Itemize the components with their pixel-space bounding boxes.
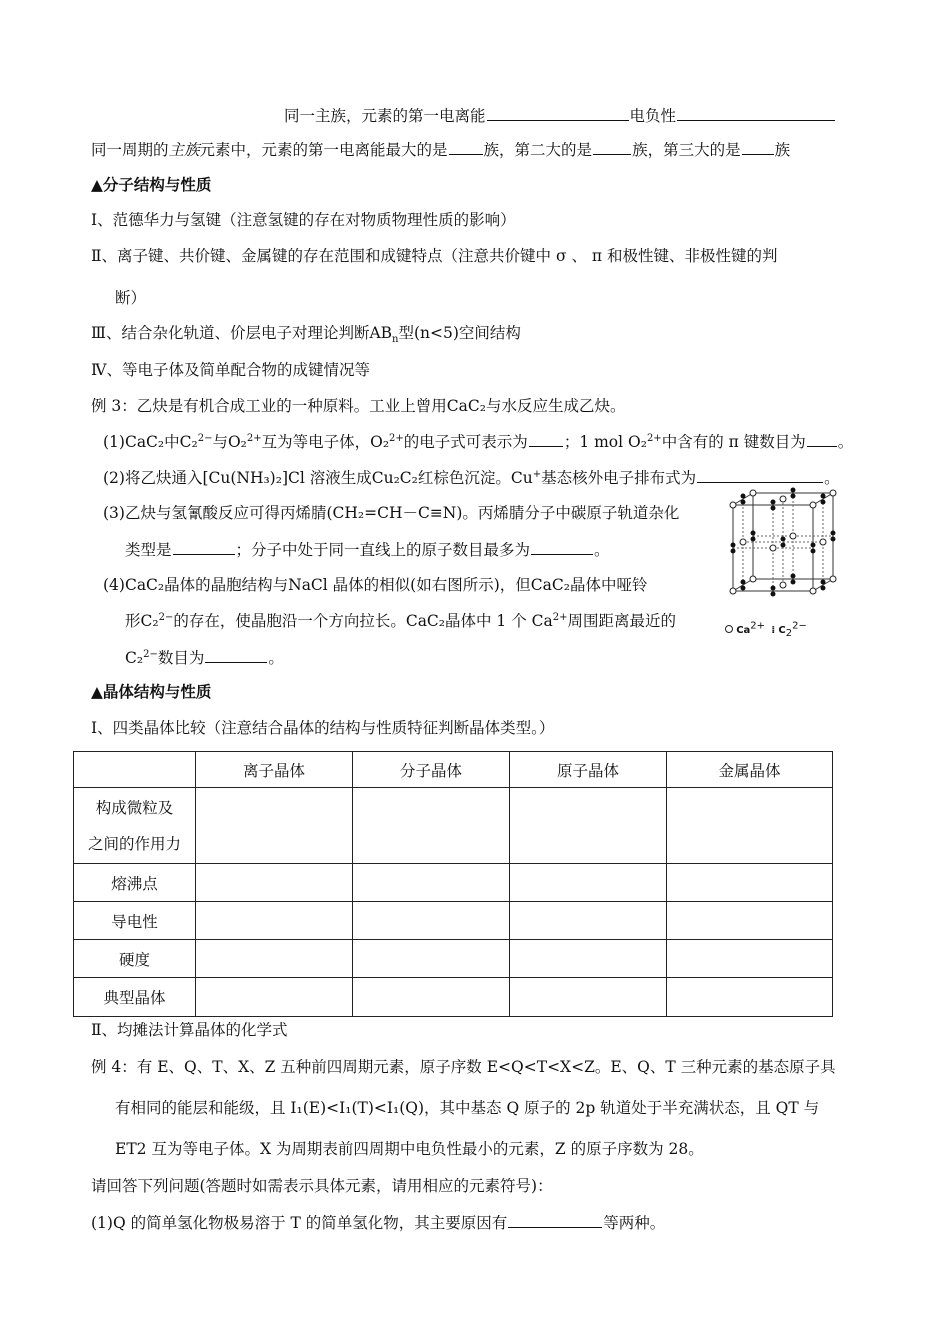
table-cell[interactable] <box>667 940 833 978</box>
answer-blank[interactable] <box>807 431 837 447</box>
row-label-line: 构成微粒及 <box>95 798 174 817</box>
answer-blank[interactable] <box>529 431 563 447</box>
example-4: 例 4：有 E、Q、T、X、Z 五种前四周期元素，原子序数 E<Q<T<X<Z。E、Q、T 三种元素的基态原子具 <box>91 1058 836 1076</box>
answer-blank[interactable] <box>487 105 629 121</box>
text: 同一周期的 <box>91 141 169 159</box>
row-label <box>74 788 196 864</box>
table-cell[interactable] <box>667 788 833 864</box>
text: 元素中，元素的第一电离能最大的是 <box>199 141 448 159</box>
ionization-line <box>284 105 836 126</box>
table-cell[interactable] <box>510 864 667 902</box>
answer-blank[interactable] <box>173 539 235 555</box>
text: 同一主族，元素的第一电离能 <box>284 107 486 125</box>
section-heading-molecule: ▲分子结构与性质 <box>91 175 212 194</box>
text: 族 <box>774 141 791 159</box>
row-label: 典型晶体 <box>74 978 196 1017</box>
text: 基态核外电子排布式为 <box>541 469 697 487</box>
period-line <box>91 139 790 160</box>
answer-1 <box>91 1212 665 1233</box>
answer-blank[interactable] <box>593 139 631 155</box>
table-cell[interactable] <box>667 978 833 1017</box>
legend-ca: Ca <box>736 625 751 636</box>
example-4-cont: 有相同的能层和能级，且 I₁(E)<I₁(T)<I₁(Q)，其中基态 Q 原子的 2p 轨道处于半充满状态，且 QT 与 <box>115 1099 820 1117</box>
text: Ⅲ、结合杂化轨道、价层电子对理论判断AB <box>91 324 393 342</box>
table-cell[interactable] <box>353 902 510 940</box>
superscript: 2− <box>158 611 174 623</box>
topic-1: Ⅰ、范德华力与氢键（注意氢键的存在对物质物理性质的影响） <box>91 211 516 229</box>
legend-c2: C <box>778 625 786 636</box>
answer-blank[interactable] <box>697 467 823 483</box>
question-4-cont2 <box>125 647 284 668</box>
legend-c2-sub: 2 <box>785 628 793 639</box>
table-row <box>74 864 833 902</box>
text: 类型是 <box>125 541 172 559</box>
text: (1)Q 的简单氢化物极易溶于 T 的简单氢化物，其主要原因有 <box>91 1214 508 1232</box>
topic-4: Ⅳ、等电子体及简单配合物的成键情况等 <box>91 361 370 379</box>
superscript: 2+ <box>389 432 404 444</box>
text: 。 <box>594 541 610 559</box>
text: 的电子式可表示为 <box>403 433 528 451</box>
row-label-line: 之间的作用力 <box>87 834 181 853</box>
text: 互为等电子体，O₂ <box>261 433 390 451</box>
table-cell[interactable] <box>353 788 510 864</box>
question-3-cont <box>125 539 610 560</box>
table-cell[interactable] <box>667 902 833 940</box>
legend-c2-charge: 2− <box>792 620 807 632</box>
table-cell[interactable] <box>510 978 667 1017</box>
superscript: 2+ <box>552 611 568 623</box>
superscript: 2− <box>197 432 213 444</box>
table-header: 金属晶体 <box>667 752 833 788</box>
table-header: 离子晶体 <box>196 752 353 788</box>
question-2 <box>103 467 840 488</box>
answer-blank[interactable] <box>205 647 267 663</box>
text: 周围距离最近的 <box>567 612 677 630</box>
text: 形C₂ <box>125 612 159 630</box>
subscript: n <box>392 334 399 346</box>
text: (1)CaC₂中C₂ <box>103 433 198 451</box>
text: 的存在，使晶胞沿一个方向拉长。CaC₂晶体中 1 个 Ca <box>173 612 553 630</box>
text: ；1 mol O₂ <box>563 433 647 451</box>
table-row <box>74 978 833 1017</box>
table-cell[interactable] <box>196 788 353 864</box>
instructions: 请回答下列问题(答题时如需表示具体元素，请用相应的元素符号)： <box>91 1177 553 1195</box>
table-header-empty <box>74 752 196 788</box>
figure-legend <box>725 620 843 639</box>
answer-blank[interactable] <box>742 139 774 155</box>
answer-blank[interactable] <box>449 139 483 155</box>
crystal-topic-2: Ⅱ、均摊法计算晶体的化学式 <box>91 1021 288 1039</box>
table-cell[interactable] <box>353 978 510 1017</box>
table-cell[interactable] <box>196 978 353 1017</box>
text: 等两种。 <box>603 1214 666 1232</box>
c2-dumbbell-icon: ⁞ <box>771 625 776 636</box>
section-heading-crystal: ▲晶体结构与性质 <box>91 682 212 701</box>
table-row <box>74 940 833 978</box>
question-3: (3)乙炔与氢氰酸反应可得丙烯腈(CH₂=CH－C≡N)。丙烯腈分子中碳原子轨道杂化 <box>103 504 680 522</box>
table-row <box>74 788 833 864</box>
table-cell[interactable] <box>353 864 510 902</box>
answer-blank[interactable] <box>677 105 835 121</box>
text: ；分子中处于同一直线上的原子数目最多为 <box>235 541 531 559</box>
table-cell[interactable] <box>196 940 353 978</box>
text: (2)将乙炔通入[Cu(NH₃)₂]Cl 溶液生成Cu₂C₂红棕色沉淀。Cu <box>103 469 533 487</box>
superscript: 2− <box>143 648 158 660</box>
table-cell[interactable] <box>510 940 667 978</box>
topic-2-cont: 断） <box>115 289 147 307</box>
text: 电负性 <box>629 107 677 125</box>
text: 。 <box>268 649 284 667</box>
crystal-comparison-table <box>73 751 833 1017</box>
question-4: (4)CaC₂晶体的晶胞结构与NaCl 晶体的相似(如右图所示)，但CaC₂晶体中哑铃 <box>103 576 648 594</box>
example-4-cont2: ET2 互为等电子体。X 为周期表前四周期中电负性最小的元素，Z 的原子序数为 28。 <box>115 1140 704 1158</box>
table-row <box>74 902 833 940</box>
answer-blank[interactable] <box>508 1212 602 1228</box>
row-label: 硬度 <box>74 940 196 978</box>
row-label: 熔沸点 <box>74 864 196 902</box>
question-4-cont <box>125 611 676 631</box>
cac2-unit-cell-figure <box>725 487 843 639</box>
text: 数目为 <box>157 649 205 667</box>
text: 族，第三大的是 <box>632 141 741 159</box>
question-1 <box>103 431 853 452</box>
text-emphasis: 主族 <box>168 141 200 159</box>
table-header: 原子晶体 <box>510 752 667 788</box>
table-cell[interactable] <box>510 902 667 940</box>
legend-ca-charge: 2+ <box>750 620 766 632</box>
row-label: 导电性 <box>74 902 196 940</box>
topic-3 <box>91 323 521 346</box>
table-cell[interactable] <box>196 864 353 902</box>
text: 中含有的 π 键数目为 <box>661 433 806 451</box>
ca-open-circle-icon <box>725 625 733 633</box>
example-3: 例 3：乙炔是有机合成工业的一种原料。工业上曾用CaC₂与水反应生成乙炔。 <box>91 397 626 415</box>
text: 族，第二大的是 <box>483 141 593 159</box>
table-cell[interactable] <box>667 864 833 902</box>
text: C₂ <box>125 649 144 667</box>
table-header: 分子晶体 <box>353 752 510 788</box>
topic-2: Ⅱ、离子键、共价键、金属键的存在范围和成键特点（注意共价键中 σ 、 π 和极性键、非极性键的判 <box>91 247 778 265</box>
text: 。 <box>824 469 840 487</box>
unit-cell-diagram <box>725 487 843 619</box>
superscript: 2+ <box>246 432 262 444</box>
table-header-row <box>74 752 833 788</box>
crystal-topic-1: Ⅰ、四类晶体比较（注意结合晶体的结构与性质特征判断晶体类型。） <box>91 719 555 737</box>
text: 与O₂ <box>212 433 247 451</box>
superscript: + <box>532 468 542 480</box>
text: 型(n<5)空间结构 <box>398 324 521 342</box>
table-cell[interactable] <box>510 788 667 864</box>
text: 。 <box>837 433 854 451</box>
table-cell[interactable] <box>353 940 510 978</box>
table-cell[interactable] <box>196 902 353 940</box>
answer-blank[interactable] <box>531 539 593 555</box>
superscript: 2+ <box>646 432 662 444</box>
